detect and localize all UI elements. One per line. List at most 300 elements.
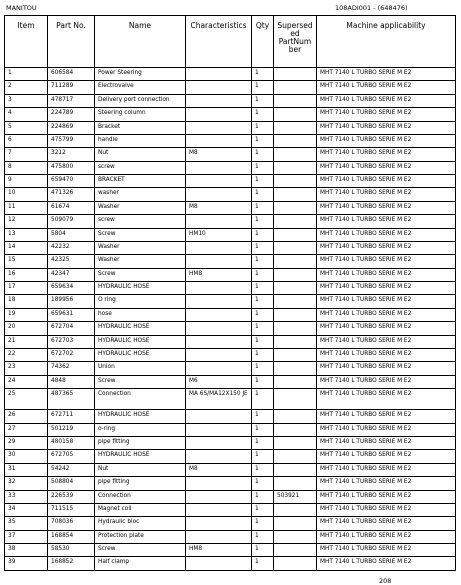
cell-superseded-part <box>274 348 317 361</box>
cell-name: Power Steering <box>95 68 186 81</box>
column-header-item: Item <box>5 16 48 68</box>
table-row <box>5 423 456 436</box>
cell-qty: 1 <box>252 94 274 107</box>
cell-item: 6 <box>5 134 48 147</box>
cell-characteristics <box>186 530 252 543</box>
cell-name: Protection plate <box>95 530 186 543</box>
cell-part-no: 42232 <box>48 241 95 254</box>
cell-characteristics <box>186 295 252 308</box>
cell-item: 31 <box>5 463 48 476</box>
table-row <box>5 188 456 201</box>
cell-part-no: 672705 <box>48 450 95 463</box>
cell-characteristics <box>186 490 252 503</box>
cell-qty: 1 <box>252 375 274 388</box>
cell-characteristics: M8 <box>186 463 252 476</box>
cell-machine-applicability: MHT 7140 L TURBO SERIE M E2 <box>317 295 456 308</box>
table-row <box>5 94 456 107</box>
cell-name: Union <box>95 362 186 375</box>
cell-characteristics <box>186 134 252 147</box>
cell-characteristics <box>186 241 252 254</box>
cell-part-no: 708036 <box>48 517 95 530</box>
cell-part-no: 4848 <box>48 375 95 388</box>
document-brand: MANITOU <box>6 4 37 12</box>
cell-qty: 1 <box>252 335 274 348</box>
cell-part-no: 509079 <box>48 215 95 228</box>
cell-machine-applicability: MHT 7140 L TURBO SERIE M E2 <box>317 201 456 214</box>
cell-superseded-part <box>274 108 317 121</box>
cell-name: o-ring <box>95 423 186 436</box>
cell-superseded-part <box>274 557 317 571</box>
table-row <box>5 228 456 241</box>
table-row <box>5 503 456 516</box>
cell-characteristics <box>186 121 252 134</box>
cell-machine-applicability: MHT 7140 L TURBO SERIE M E2 <box>317 410 456 423</box>
cell-name: Delivery port connection <box>95 94 186 107</box>
cell-name: Screw <box>95 544 186 557</box>
cell-part-no: 659631 <box>48 308 95 321</box>
table-row <box>5 517 456 530</box>
table-row <box>5 121 456 134</box>
cell-part-no: 475799 <box>48 134 95 147</box>
cell-superseded-part <box>274 188 317 201</box>
cell-qty: 1 <box>252 108 274 121</box>
cell-qty: 1 <box>252 503 274 516</box>
cell-superseded-part <box>274 295 317 308</box>
cell-part-no: 659470 <box>48 175 95 188</box>
column-header-superseded: Supersed ed PartNum ber <box>274 16 317 68</box>
table-header-row <box>5 16 456 68</box>
cell-item: 22 <box>5 348 48 361</box>
cell-qty: 1 <box>252 423 274 436</box>
cell-superseded-part <box>274 268 317 281</box>
cell-characteristics <box>186 410 252 423</box>
cell-item: 30 <box>5 450 48 463</box>
cell-part-no: 672711 <box>48 410 95 423</box>
table-row <box>5 201 456 214</box>
cell-machine-applicability: MHT 7140 L TURBO SERIE M E2 <box>317 175 456 188</box>
cell-part-no: 224869 <box>48 121 95 134</box>
cell-characteristics: HM10 <box>186 228 252 241</box>
cell-item: 32 <box>5 477 48 490</box>
cell-superseded-part <box>274 134 317 147</box>
cell-characteristics: M6 <box>186 375 252 388</box>
cell-characteristics <box>186 362 252 375</box>
table-row <box>5 389 456 410</box>
cell-qty: 1 <box>252 215 274 228</box>
cell-machine-applicability: MHT 7140 L TURBO SERIE M E2 <box>317 437 456 450</box>
cell-name: pipe fitting <box>95 477 186 490</box>
cell-item: 33 <box>5 490 48 503</box>
cell-qty: 1 <box>252 437 274 450</box>
cell-machine-applicability: MHT 7140 L TURBO SERIE M E2 <box>317 335 456 348</box>
cell-item: 13 <box>5 228 48 241</box>
cell-name: HYDRAULIC HOSE <box>95 322 186 335</box>
table-row <box>5 215 456 228</box>
table-row <box>5 322 456 335</box>
cell-characteristics <box>186 348 252 361</box>
cell-superseded-part <box>274 68 317 81</box>
cell-part-no: 224789 <box>48 108 95 121</box>
cell-item: 39 <box>5 557 48 571</box>
cell-superseded-part <box>274 477 317 490</box>
cell-machine-applicability: MHT 7140 L TURBO SERIE M E2 <box>317 228 456 241</box>
cell-machine-applicability: MHT 7140 L TURBO SERIE M E2 <box>317 503 456 516</box>
cell-superseded-part <box>274 530 317 543</box>
cell-name: pipe fitting <box>95 437 186 450</box>
cell-name: Magnet coil <box>95 503 186 516</box>
cell-item: 10 <box>5 188 48 201</box>
cell-superseded-part: 503921 <box>274 490 317 503</box>
cell-machine-applicability: MHT 7140 L TURBO SERIE M E2 <box>317 121 456 134</box>
cell-characteristics <box>186 175 252 188</box>
column-header-machine-applicability: Machine applicability <box>317 16 456 68</box>
table-row <box>5 68 456 81</box>
table-row <box>5 530 456 543</box>
cell-machine-applicability: MHT 7140 L TURBO SERIE M E2 <box>317 477 456 490</box>
cell-characteristics <box>186 557 252 571</box>
cell-characteristics <box>186 161 252 174</box>
cell-qty: 1 <box>252 148 274 161</box>
table-row <box>5 557 456 571</box>
cell-item: 24 <box>5 375 48 388</box>
table-row <box>5 544 456 557</box>
cell-characteristics <box>186 477 252 490</box>
cell-item: 23 <box>5 362 48 375</box>
table-row <box>5 335 456 348</box>
table-row <box>5 308 456 321</box>
cell-part-no: 471326 <box>48 188 95 201</box>
cell-characteristics <box>186 81 252 94</box>
cell-name: HYDRAULIC HOSE <box>95 410 186 423</box>
cell-characteristics: HM8 <box>186 268 252 281</box>
cell-machine-applicability: MHT 7140 L TURBO SERIE M E2 <box>317 362 456 375</box>
cell-characteristics <box>186 437 252 450</box>
cell-machine-applicability: MHT 7140 L TURBO SERIE M E2 <box>317 255 456 268</box>
cell-characteristics <box>186 255 252 268</box>
cell-qty: 1 <box>252 410 274 423</box>
cell-part-no: 508804 <box>48 477 95 490</box>
cell-part-no: 54242 <box>48 463 95 476</box>
parts-table <box>4 15 456 571</box>
cell-part-no: 3212 <box>48 148 95 161</box>
cell-characteristics <box>186 517 252 530</box>
cell-name: HYDRAULIC HOSE <box>95 282 186 295</box>
table-row <box>5 477 456 490</box>
cell-name: Hydraulic bloc <box>95 517 186 530</box>
cell-machine-applicability: MHT 7140 L TURBO SERIE M E2 <box>317 108 456 121</box>
cell-superseded-part <box>274 175 317 188</box>
cell-part-no: 672703 <box>48 335 95 348</box>
cell-part-no: 168854 <box>48 530 95 543</box>
cell-machine-applicability: MHT 7140 L TURBO SERIE M E2 <box>317 530 456 543</box>
cell-item: 2 <box>5 81 48 94</box>
cell-part-no: 487365 <box>48 389 95 410</box>
cell-characteristics <box>186 188 252 201</box>
cell-name: O ring <box>95 295 186 308</box>
cell-part-no: 5804 <box>48 228 95 241</box>
cell-part-no: 475800 <box>48 161 95 174</box>
column-header-part-no: Part No. <box>48 16 95 68</box>
cell-characteristics: HM8 <box>186 544 252 557</box>
cell-item: 8 <box>5 161 48 174</box>
page-number: 208 <box>379 577 392 585</box>
cell-part-no: 58530 <box>48 544 95 557</box>
column-header-characteristics: Characteristics <box>186 16 252 68</box>
cell-name: Screw <box>95 268 186 281</box>
cell-machine-applicability: MHT 7140 L TURBO SERIE M E2 <box>317 68 456 81</box>
table-row <box>5 375 456 388</box>
cell-item: 4 <box>5 108 48 121</box>
cell-superseded-part <box>274 148 317 161</box>
cell-machine-applicability: MHT 7140 L TURBO SERIE M E2 <box>317 375 456 388</box>
cell-superseded-part <box>274 241 317 254</box>
cell-part-no: 711289 <box>48 81 95 94</box>
cell-part-no: 672704 <box>48 322 95 335</box>
cell-characteristics <box>186 450 252 463</box>
cell-item: 29 <box>5 437 48 450</box>
cell-part-no: 74362 <box>48 362 95 375</box>
cell-qty: 1 <box>252 295 274 308</box>
cell-superseded-part <box>274 308 317 321</box>
table-row <box>5 282 456 295</box>
table-row <box>5 437 456 450</box>
cell-characteristics <box>186 308 252 321</box>
cell-name: handle <box>95 134 186 147</box>
table-row <box>5 295 456 308</box>
cell-name: HYDRAULIC HOSE <box>95 348 186 361</box>
cell-qty: 1 <box>252 557 274 571</box>
column-header-name: Name <box>95 16 186 68</box>
cell-qty: 1 <box>252 175 274 188</box>
cell-part-no: 606584 <box>48 68 95 81</box>
cell-machine-applicability: MHT 7140 L TURBO SERIE M E2 <box>317 557 456 571</box>
cell-item: 38 <box>5 544 48 557</box>
table-row <box>5 161 456 174</box>
cell-machine-applicability: MHT 7140 L TURBO SERIE M E2 <box>317 308 456 321</box>
cell-superseded-part <box>274 463 317 476</box>
cell-item: 20 <box>5 322 48 335</box>
cell-superseded-part <box>274 94 317 107</box>
parts-table-body <box>5 68 456 571</box>
table-row <box>5 134 456 147</box>
cell-machine-applicability: MHT 7140 L TURBO SERIE M E2 <box>317 282 456 295</box>
cell-superseded-part <box>274 437 317 450</box>
cell-qty: 1 <box>252 477 274 490</box>
cell-characteristics: M8 <box>186 148 252 161</box>
cell-superseded-part <box>274 517 317 530</box>
cell-qty: 1 <box>252 308 274 321</box>
cell-item: 37 <box>5 530 48 543</box>
table-row <box>5 108 456 121</box>
cell-characteristics <box>186 282 252 295</box>
cell-machine-applicability: MHT 7140 L TURBO SERIE M E2 <box>317 490 456 503</box>
cell-characteristics <box>186 322 252 335</box>
cell-superseded-part <box>274 362 317 375</box>
cell-characteristics <box>186 94 252 107</box>
cell-qty: 1 <box>252 362 274 375</box>
cell-name: hose <box>95 308 186 321</box>
cell-name: Screw <box>95 375 186 388</box>
cell-superseded-part <box>274 121 317 134</box>
cell-superseded-part <box>274 544 317 557</box>
cell-qty: 1 <box>252 517 274 530</box>
cell-item: 12 <box>5 215 48 228</box>
cell-machine-applicability: MHT 7140 L TURBO SERIE M E2 <box>317 463 456 476</box>
cell-characteristics <box>186 108 252 121</box>
cell-qty: 1 <box>252 161 274 174</box>
document-reference: 108ADI001 - (648476) <box>335 4 408 12</box>
cell-qty: 1 <box>252 188 274 201</box>
table-row <box>5 268 456 281</box>
cell-part-no: 659634 <box>48 282 95 295</box>
cell-qty: 1 <box>252 201 274 214</box>
cell-item: 35 <box>5 517 48 530</box>
cell-qty: 1 <box>252 348 274 361</box>
cell-name: Nut <box>95 148 186 161</box>
cell-machine-applicability: MHT 7140 L TURBO SERIE M E2 <box>317 322 456 335</box>
cell-machine-applicability: MHT 7140 L TURBO SERIE M E2 <box>317 517 456 530</box>
cell-machine-applicability: MHT 7140 L TURBO SERIE M E2 <box>317 544 456 557</box>
cell-part-no: 226539 <box>48 490 95 503</box>
cell-qty: 1 <box>252 322 274 335</box>
cell-item: 34 <box>5 503 48 516</box>
cell-characteristics <box>186 335 252 348</box>
table-row <box>5 348 456 361</box>
table-row <box>5 241 456 254</box>
cell-superseded-part <box>274 201 317 214</box>
cell-qty: 1 <box>252 121 274 134</box>
cell-item: 17 <box>5 282 48 295</box>
table-row <box>5 148 456 161</box>
cell-superseded-part <box>274 410 317 423</box>
cell-name: screw <box>95 215 186 228</box>
table-row <box>5 463 456 476</box>
cell-qty: 1 <box>252 228 274 241</box>
cell-item: 15 <box>5 255 48 268</box>
table-row <box>5 175 456 188</box>
cell-qty: 1 <box>252 490 274 503</box>
cell-name: Washer <box>95 201 186 214</box>
cell-name: washer <box>95 188 186 201</box>
cell-characteristics <box>186 215 252 228</box>
cell-superseded-part <box>274 255 317 268</box>
cell-superseded-part <box>274 389 317 410</box>
cell-characteristics <box>186 423 252 436</box>
cell-machine-applicability: MHT 7140 L TURBO SERIE M E2 <box>317 134 456 147</box>
cell-name: Electrovalve <box>95 81 186 94</box>
cell-machine-applicability: MHT 7140 L TURBO SERIE M E2 <box>317 348 456 361</box>
cell-machine-applicability: MHT 7140 L TURBO SERIE M E2 <box>317 389 456 410</box>
column-header-qty: Qty <box>252 16 274 68</box>
cell-name: HYDRAULIC HOSE <box>95 450 186 463</box>
cell-item: 27 <box>5 423 48 436</box>
cell-characteristics <box>186 503 252 516</box>
cell-superseded-part <box>274 450 317 463</box>
cell-item: 14 <box>5 241 48 254</box>
cell-superseded-part <box>274 81 317 94</box>
cell-item: 3 <box>5 94 48 107</box>
cell-part-no: 42325 <box>48 255 95 268</box>
cell-item: 11 <box>5 201 48 214</box>
cell-characteristics: MA 6S/MA12X150 JE <box>186 389 252 410</box>
cell-name: Nut <box>95 463 186 476</box>
cell-superseded-part <box>274 282 317 295</box>
cell-name: HYDRAULIC HOSE <box>95 335 186 348</box>
cell-superseded-part <box>274 335 317 348</box>
cell-name: Steering column <box>95 108 186 121</box>
cell-item: 5 <box>5 121 48 134</box>
table-row <box>5 362 456 375</box>
cell-machine-applicability: MHT 7140 L TURBO SERIE M E2 <box>317 148 456 161</box>
table-row <box>5 255 456 268</box>
cell-item: 16 <box>5 268 48 281</box>
cell-part-no: 61674 <box>48 201 95 214</box>
cell-name: Connection <box>95 389 186 410</box>
cell-part-no: 42347 <box>48 268 95 281</box>
cell-item: 9 <box>5 175 48 188</box>
cell-qty: 1 <box>252 544 274 557</box>
table-row <box>5 410 456 423</box>
cell-qty: 1 <box>252 68 274 81</box>
cell-superseded-part <box>274 503 317 516</box>
cell-qty: 1 <box>252 268 274 281</box>
cell-machine-applicability: MHT 7140 L TURBO SERIE M E2 <box>317 450 456 463</box>
cell-machine-applicability: MHT 7140 L TURBO SERIE M E2 <box>317 423 456 436</box>
cell-name: Connection <box>95 490 186 503</box>
cell-qty: 1 <box>252 463 274 476</box>
cell-name: Washer <box>95 255 186 268</box>
cell-machine-applicability: MHT 7140 L TURBO SERIE M E2 <box>317 81 456 94</box>
cell-item: 25 <box>5 389 48 410</box>
cell-name: Screw <box>95 228 186 241</box>
cell-qty: 1 <box>252 282 274 295</box>
cell-part-no: 501219 <box>48 423 95 436</box>
cell-name: Bracket <box>95 121 186 134</box>
cell-item: 7 <box>5 148 48 161</box>
cell-item: 19 <box>5 308 48 321</box>
cell-part-no: 711515 <box>48 503 95 516</box>
cell-superseded-part <box>274 215 317 228</box>
cell-qty: 1 <box>252 255 274 268</box>
cell-item: 26 <box>5 410 48 423</box>
cell-machine-applicability: MHT 7140 L TURBO SERIE M E2 <box>317 268 456 281</box>
cell-characteristics <box>186 68 252 81</box>
cell-part-no: 189956 <box>48 295 95 308</box>
cell-name: BRACKET <box>95 175 186 188</box>
cell-item: 18 <box>5 295 48 308</box>
cell-machine-applicability: MHT 7140 L TURBO SERIE M E2 <box>317 161 456 174</box>
cell-qty: 1 <box>252 530 274 543</box>
cell-superseded-part <box>274 423 317 436</box>
cell-item: 21 <box>5 335 48 348</box>
cell-qty: 1 <box>252 389 274 410</box>
cell-superseded-part <box>274 322 317 335</box>
cell-machine-applicability: MHT 7140 L TURBO SERIE M E2 <box>317 94 456 107</box>
cell-characteristics: M8 <box>186 201 252 214</box>
cell-machine-applicability: MHT 7140 L TURBO SERIE M E2 <box>317 241 456 254</box>
cell-qty: 1 <box>252 134 274 147</box>
table-row <box>5 450 456 463</box>
table-row <box>5 81 456 94</box>
cell-qty: 1 <box>252 81 274 94</box>
cell-machine-applicability: MHT 7140 L TURBO SERIE M E2 <box>317 215 456 228</box>
cell-name: screw <box>95 161 186 174</box>
cell-superseded-part <box>274 161 317 174</box>
cell-part-no: 168852 <box>48 557 95 571</box>
cell-qty: 1 <box>252 450 274 463</box>
cell-superseded-part <box>274 228 317 241</box>
cell-machine-applicability: MHT 7140 L TURBO SERIE M E2 <box>317 188 456 201</box>
